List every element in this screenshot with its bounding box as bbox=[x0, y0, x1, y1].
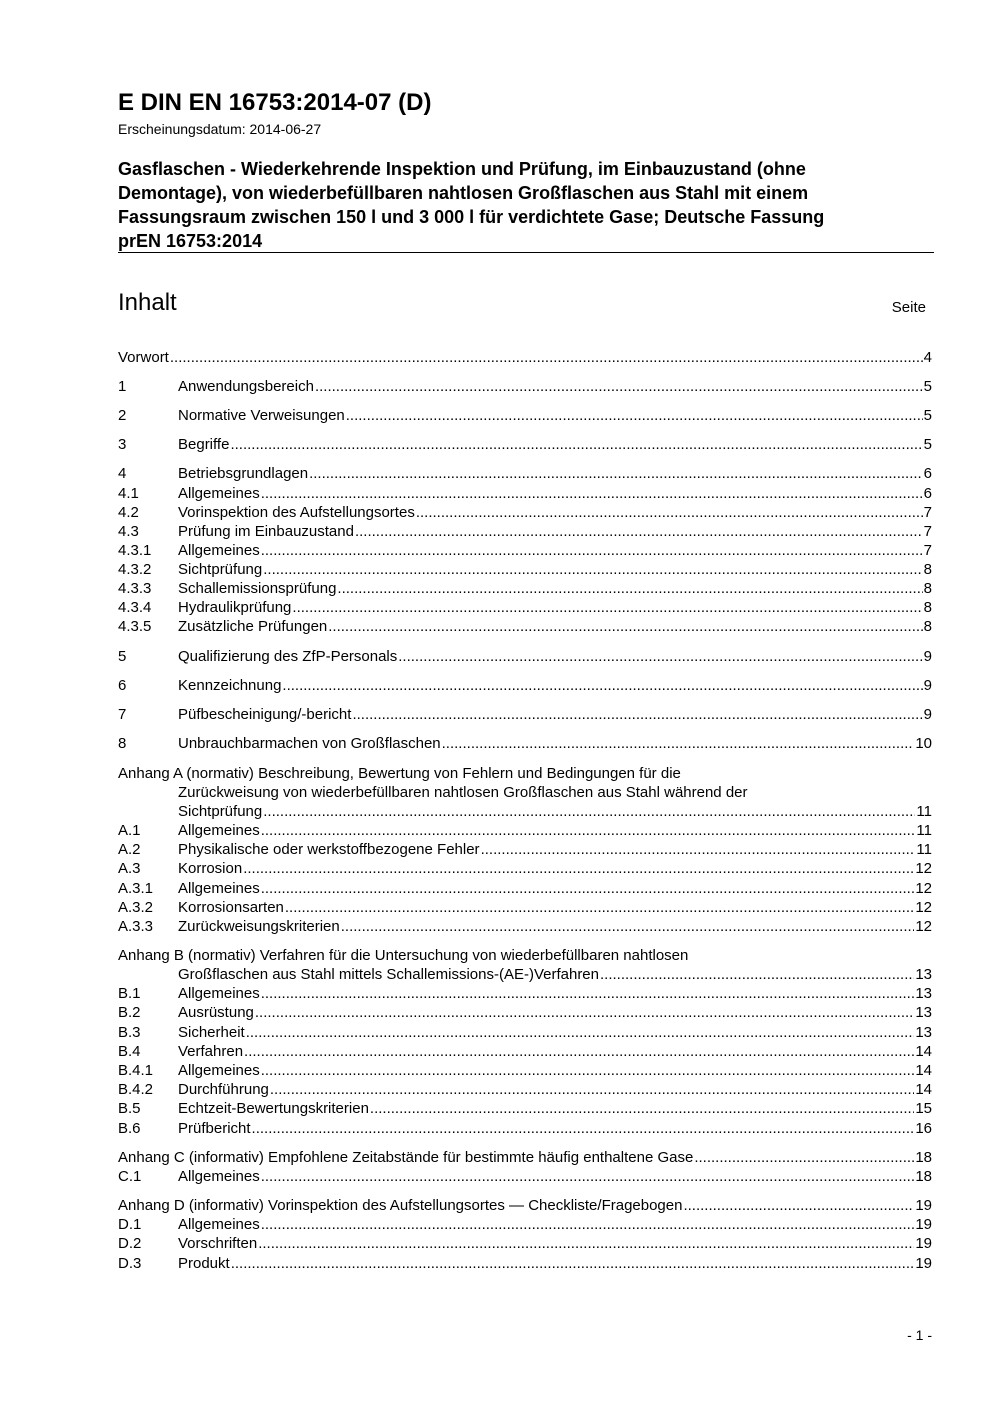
toc-leader-dots bbox=[261, 1167, 915, 1186]
toc-entry-number: 4.3.2 bbox=[118, 561, 152, 578]
toc-entry-page: 10 bbox=[915, 735, 932, 752]
toc-leader-dots bbox=[231, 1254, 915, 1273]
toc-entry-label: Sichtprüfung bbox=[178, 803, 263, 820]
toc-entry-page: 15 bbox=[915, 1100, 932, 1117]
toc-leader-dots bbox=[246, 1023, 915, 1042]
toc-entry-label: Vorwort bbox=[118, 349, 169, 366]
toc-entry-label: Schallemissionsprüfung bbox=[178, 580, 337, 597]
toc-entry-number: D.1 bbox=[118, 1216, 142, 1233]
toc-entry-number: 4.3.3 bbox=[118, 580, 152, 597]
toc-entry-label: Vorschriften bbox=[178, 1235, 258, 1252]
toc-entry-label: Prüfung im Einbauzustand bbox=[178, 523, 354, 540]
toc-entry[interactable] bbox=[118, 1234, 932, 1253]
toc-entry-label: Korrosion bbox=[178, 860, 243, 877]
toc-entry[interactable] bbox=[118, 705, 932, 724]
toc-entry-number: B.4.2 bbox=[118, 1081, 154, 1098]
toc-entry-page: 14 bbox=[915, 1062, 932, 1079]
toc-entry-annex-c[interactable] bbox=[118, 1148, 932, 1167]
toc-entry-label: Anhang C (informativ) Empfohlene Zeitabstände für bestimmte häufig enthaltene Gase bbox=[118, 1149, 694, 1166]
annex-a-heading-continued[interactable]: Zurückweisung von wiederbefüllbaren nahtlosen Großflaschen aus Stahl während der bbox=[178, 784, 748, 801]
annex-b-heading[interactable]: Anhang B (normativ) Verfahren für die Untersuchung von wiederbefüllbaren nahtlosen bbox=[118, 947, 689, 964]
toc-leader-dots bbox=[285, 898, 914, 917]
toc-entry-page: 5 bbox=[923, 436, 932, 453]
toc-entry-label: Prüfbericht bbox=[178, 1120, 251, 1137]
toc-entry[interactable] bbox=[118, 617, 932, 636]
toc-entry[interactable] bbox=[118, 1023, 932, 1042]
toc-entry-page: 9 bbox=[923, 648, 932, 665]
toc-leader-dots bbox=[337, 579, 922, 598]
title-line: Gasflaschen - Wiederkehrende Inspektion und Prüfung, im Einbauzustand (ohne bbox=[118, 159, 806, 179]
title-line: Demontage), von wiederbefüllbaren nahtlosen Großflaschen aus Stahl mit einem bbox=[118, 183, 809, 203]
toc-entry[interactable] bbox=[118, 598, 932, 617]
toc-leader-dots bbox=[328, 617, 922, 636]
toc-entry-annex-a[interactable] bbox=[178, 802, 932, 821]
toc-entry-label: Echtzeit-Bewertungskriterien bbox=[178, 1100, 369, 1117]
toc-entry-page: 12 bbox=[915, 899, 932, 916]
toc-entry[interactable] bbox=[118, 1003, 932, 1022]
toc-entry[interactable] bbox=[118, 821, 932, 840]
toc-entry-number: B.6 bbox=[118, 1120, 141, 1137]
title-line: prEN 16753:2014 bbox=[118, 231, 263, 251]
toc-entry-number: A.3.2 bbox=[118, 899, 154, 916]
toc-entry-page: 9 bbox=[923, 706, 932, 723]
toc-entry-page: 7 bbox=[923, 542, 932, 559]
toc-entry-page: 13 bbox=[915, 1024, 932, 1041]
toc-entry[interactable] bbox=[118, 522, 932, 541]
toc-entry-number: B.4.1 bbox=[118, 1062, 154, 1079]
toc-entry-label: Vorinspektion des Aufstellungsortes bbox=[178, 504, 415, 521]
toc-entry-label: Allgemeines bbox=[178, 880, 260, 897]
toc-entry-label: Korrosionsarten bbox=[178, 899, 284, 916]
toc-entry-label: Allgemeines bbox=[178, 1168, 260, 1185]
toc-entry[interactable] bbox=[118, 984, 932, 1003]
toc-entry[interactable] bbox=[118, 406, 932, 425]
toc-entry-label: Zurückweisungskriterien bbox=[178, 918, 340, 935]
toc-leader-dots bbox=[442, 734, 915, 753]
toc-entry[interactable] bbox=[118, 435, 932, 454]
toc-entry[interactable] bbox=[118, 676, 932, 695]
toc-entry-page: 18 bbox=[915, 1168, 932, 1185]
toc-entry-number: 4.1 bbox=[118, 485, 139, 502]
toc-entry[interactable] bbox=[118, 1254, 932, 1273]
toc-entry-label: Püfbescheinigung/-bericht bbox=[178, 706, 352, 723]
toc-entry[interactable] bbox=[118, 1167, 932, 1186]
toc-entry-number: C.1 bbox=[118, 1168, 142, 1185]
toc-entry-label: Ausrüstung bbox=[178, 1004, 254, 1021]
toc-entry-label: Allgemeines bbox=[178, 985, 260, 1002]
toc-entry[interactable] bbox=[118, 503, 932, 522]
toc-leader-dots bbox=[315, 377, 923, 396]
toc-leader-dots bbox=[252, 1119, 915, 1138]
toc-entry-label: Begriffe bbox=[178, 436, 230, 453]
toc-entry[interactable] bbox=[118, 734, 932, 753]
toc-leader-dots bbox=[258, 1234, 914, 1253]
toc-entry-label: Produkt bbox=[178, 1255, 230, 1272]
toc-leader-dots bbox=[416, 503, 923, 522]
toc-entry-page: 19 bbox=[915, 1216, 932, 1233]
toc-entry[interactable] bbox=[118, 1061, 932, 1080]
toc-entry-number: 4.3.5 bbox=[118, 618, 152, 635]
toc-leader-dots bbox=[292, 598, 922, 617]
toc-entry-number: D.2 bbox=[118, 1235, 142, 1252]
toc-entry-page: 11 bbox=[916, 803, 932, 820]
toc-entry[interactable] bbox=[118, 1080, 932, 1099]
toc-entry-number: A.2 bbox=[118, 841, 141, 858]
toc-entry-number: 7 bbox=[118, 706, 127, 723]
toc-entry-label: Zusätzliche Prüfungen bbox=[178, 618, 328, 635]
toc-entry-label: Großflaschen aus Stahl mittels Schallemissions-(AE-)Verfahren bbox=[178, 966, 599, 983]
toc-entry-page: 9 bbox=[923, 677, 932, 694]
toc-entry-page: 14 bbox=[915, 1043, 932, 1060]
toc-leader-dots bbox=[261, 879, 915, 898]
toc-leader-dots bbox=[255, 1003, 914, 1022]
toc-entry-label: Sicherheit bbox=[178, 1024, 245, 1041]
toc-entry[interactable] bbox=[118, 377, 932, 396]
toc-entry-label: Normative Verweisungen bbox=[178, 407, 345, 424]
toc-entry-number: 6 bbox=[118, 677, 127, 694]
toc-entry-label: Betriebsgrundlagen bbox=[178, 465, 309, 482]
toc-entry-page: 8 bbox=[923, 618, 932, 635]
toc-entry-page: 18 bbox=[915, 1149, 932, 1166]
toc-entry-number: 5 bbox=[118, 648, 127, 665]
toc-entry-label: Anhang D (informativ) Vorinspektion des Aufstellungsortes — Checkliste/Fragebogen bbox=[118, 1197, 683, 1214]
toc-entry[interactable] bbox=[118, 840, 932, 859]
toc-entry-label: Qualifizierung des ZfP-Personals bbox=[178, 648, 398, 665]
toc-entry-number: 8 bbox=[118, 735, 127, 752]
toc-entry[interactable] bbox=[118, 1215, 932, 1234]
toc-entry-number: A.1 bbox=[118, 822, 141, 839]
toc-leader-dots bbox=[270, 1080, 914, 1099]
document-title bbox=[118, 157, 933, 253]
toc-entry-page: 8 bbox=[923, 580, 932, 597]
toc-entry[interactable] bbox=[118, 541, 932, 560]
toc-entry-annex-b[interactable] bbox=[178, 965, 932, 984]
toc-leader-dots bbox=[683, 1196, 914, 1215]
toc-entry-page: 4 bbox=[923, 349, 932, 366]
toc-entry-page: 11 bbox=[916, 841, 932, 858]
toc-entry-number: D.3 bbox=[118, 1255, 142, 1272]
toc-leader-dots bbox=[261, 484, 923, 503]
toc-leader-dots bbox=[230, 435, 922, 454]
toc-leader-dots bbox=[244, 1042, 914, 1061]
toc-entry-page: 12 bbox=[915, 860, 932, 877]
toc-entry-number: A.3.1 bbox=[118, 880, 154, 897]
toc-entry-label: Allgemeines bbox=[178, 1062, 260, 1079]
toc-entry[interactable] bbox=[118, 560, 932, 579]
toc-entry[interactable] bbox=[118, 898, 932, 917]
toc-entry-number: B.2 bbox=[118, 1004, 141, 1021]
toc-entry-page: 11 bbox=[916, 822, 932, 839]
toc-leader-dots bbox=[481, 840, 916, 859]
toc-entry-page: 7 bbox=[923, 523, 932, 540]
toc-entry-label: Durchführung bbox=[178, 1081, 269, 1098]
toc-leader-dots bbox=[370, 1099, 914, 1118]
document-id: E DIN EN 16753:2014-07 (D) bbox=[118, 89, 432, 116]
toc-entry-page: 13 bbox=[915, 985, 932, 1002]
toc-entry-label: Kennzeichnung bbox=[178, 677, 282, 694]
toc-entry-label: Unbrauchbarmachen von Großflaschen bbox=[178, 735, 441, 752]
toc-entry-number: B.3 bbox=[118, 1024, 141, 1041]
toc-entry-label: Anwendungsbereich bbox=[178, 378, 314, 395]
toc-entry-page: 6 bbox=[923, 465, 932, 482]
toc-entry-number: A.3.3 bbox=[118, 918, 154, 935]
toc-entry[interactable] bbox=[118, 484, 932, 503]
toc-entry-number: 3 bbox=[118, 436, 127, 453]
toc-entry-page: 5 bbox=[923, 407, 932, 424]
page-column-heading: Seite bbox=[891, 299, 926, 316]
toc-entry-page: 13 bbox=[915, 966, 932, 983]
toc-entry-page: 16 bbox=[915, 1120, 932, 1137]
toc-leader-dots bbox=[263, 802, 915, 821]
toc-entry-vorwort[interactable] bbox=[118, 348, 932, 367]
toc-entry-page: 19 bbox=[915, 1235, 932, 1252]
toc-leader-dots bbox=[261, 1061, 915, 1080]
toc-entry-number: 2 bbox=[118, 407, 127, 424]
title-divider bbox=[118, 252, 934, 253]
toc-leader-dots bbox=[282, 676, 922, 695]
toc-leader-dots bbox=[346, 406, 923, 425]
toc-leader-dots bbox=[261, 984, 915, 1003]
annex-a-heading[interactable]: Anhang A (normativ) Beschreibung, Bewertung von Fehlern und Bedingungen für die bbox=[118, 765, 681, 782]
toc-entry[interactable] bbox=[118, 879, 932, 898]
toc-entry-label: Verfahren bbox=[178, 1043, 244, 1060]
toc-entry-number: 4.3 bbox=[118, 523, 139, 540]
toc-entry-label: Sichtprüfung bbox=[178, 561, 263, 578]
toc-heading: Inhalt bbox=[118, 289, 177, 316]
title-line: Fassungsraum zwischen 150 l und 3 000 l für verdichtete Gase; Deutsche Fassung bbox=[118, 207, 825, 227]
toc-leader-dots bbox=[261, 541, 923, 560]
toc-entry-page: 19 bbox=[915, 1255, 932, 1272]
toc-entry-number: 4 bbox=[118, 465, 127, 482]
page-number: - 1 - bbox=[907, 1327, 932, 1343]
toc-leader-dots bbox=[600, 965, 914, 984]
toc-leader-dots bbox=[170, 348, 923, 367]
toc-entry-page: 13 bbox=[915, 1004, 932, 1021]
toc-leader-dots bbox=[263, 560, 922, 579]
toc-entry-number: 4.2 bbox=[118, 504, 139, 521]
toc-entry[interactable] bbox=[118, 579, 932, 598]
toc-entry-annex-d[interactable] bbox=[118, 1196, 932, 1215]
toc-leader-dots bbox=[243, 859, 914, 878]
toc-entry-page: 6 bbox=[923, 485, 932, 502]
toc-entry-number: 4.3.1 bbox=[118, 542, 152, 559]
toc-entry-page: 12 bbox=[915, 880, 932, 897]
toc-entry[interactable] bbox=[118, 1042, 932, 1061]
toc-entry[interactable] bbox=[118, 859, 932, 878]
toc-entry-number: B.5 bbox=[118, 1100, 141, 1117]
toc-leader-dots bbox=[341, 917, 915, 936]
toc-entry-label: Allgemeines bbox=[178, 1216, 260, 1233]
toc-entry[interactable] bbox=[118, 464, 932, 483]
toc-entry-number: B.4 bbox=[118, 1043, 141, 1060]
toc-leader-dots bbox=[261, 821, 916, 840]
toc-entry[interactable] bbox=[118, 1119, 932, 1138]
toc-entry-page: 19 bbox=[915, 1197, 932, 1214]
toc-leader-dots bbox=[309, 464, 923, 483]
toc-entry-page: 14 bbox=[915, 1081, 932, 1098]
toc-entry-page: 7 bbox=[923, 504, 932, 521]
toc-leader-dots bbox=[352, 705, 922, 724]
toc-entry-page: 12 bbox=[915, 918, 932, 935]
toc-entry-label: Physikalische oder werkstoffbezogene Fehler bbox=[178, 841, 480, 858]
toc-entry-number: 4.3.4 bbox=[118, 599, 152, 616]
toc-entry-page: 8 bbox=[923, 599, 932, 616]
toc-entry-label: Allgemeines bbox=[178, 822, 260, 839]
toc-entry-number: 1 bbox=[118, 378, 127, 395]
toc-entry-number: B.1 bbox=[118, 985, 141, 1002]
toc-entry[interactable] bbox=[118, 917, 932, 936]
toc-leader-dots bbox=[261, 1215, 915, 1234]
toc-entry-page: 5 bbox=[923, 378, 932, 395]
toc-entry[interactable] bbox=[118, 1099, 932, 1118]
toc-entry-page: 8 bbox=[923, 561, 932, 578]
publication-date: Erscheinungsdatum: 2014-06-27 bbox=[118, 121, 322, 137]
toc-entry-label: Allgemeines bbox=[178, 485, 260, 502]
toc-leader-dots bbox=[398, 647, 922, 666]
toc-leader-dots bbox=[355, 522, 923, 541]
toc-leader-dots bbox=[694, 1148, 914, 1167]
toc-entry-label: Hydraulikprüfung bbox=[178, 599, 292, 616]
toc-entry-label: Allgemeines bbox=[178, 542, 260, 559]
toc-entry[interactable] bbox=[118, 647, 932, 666]
toc-entry-number: A.3 bbox=[118, 860, 141, 877]
